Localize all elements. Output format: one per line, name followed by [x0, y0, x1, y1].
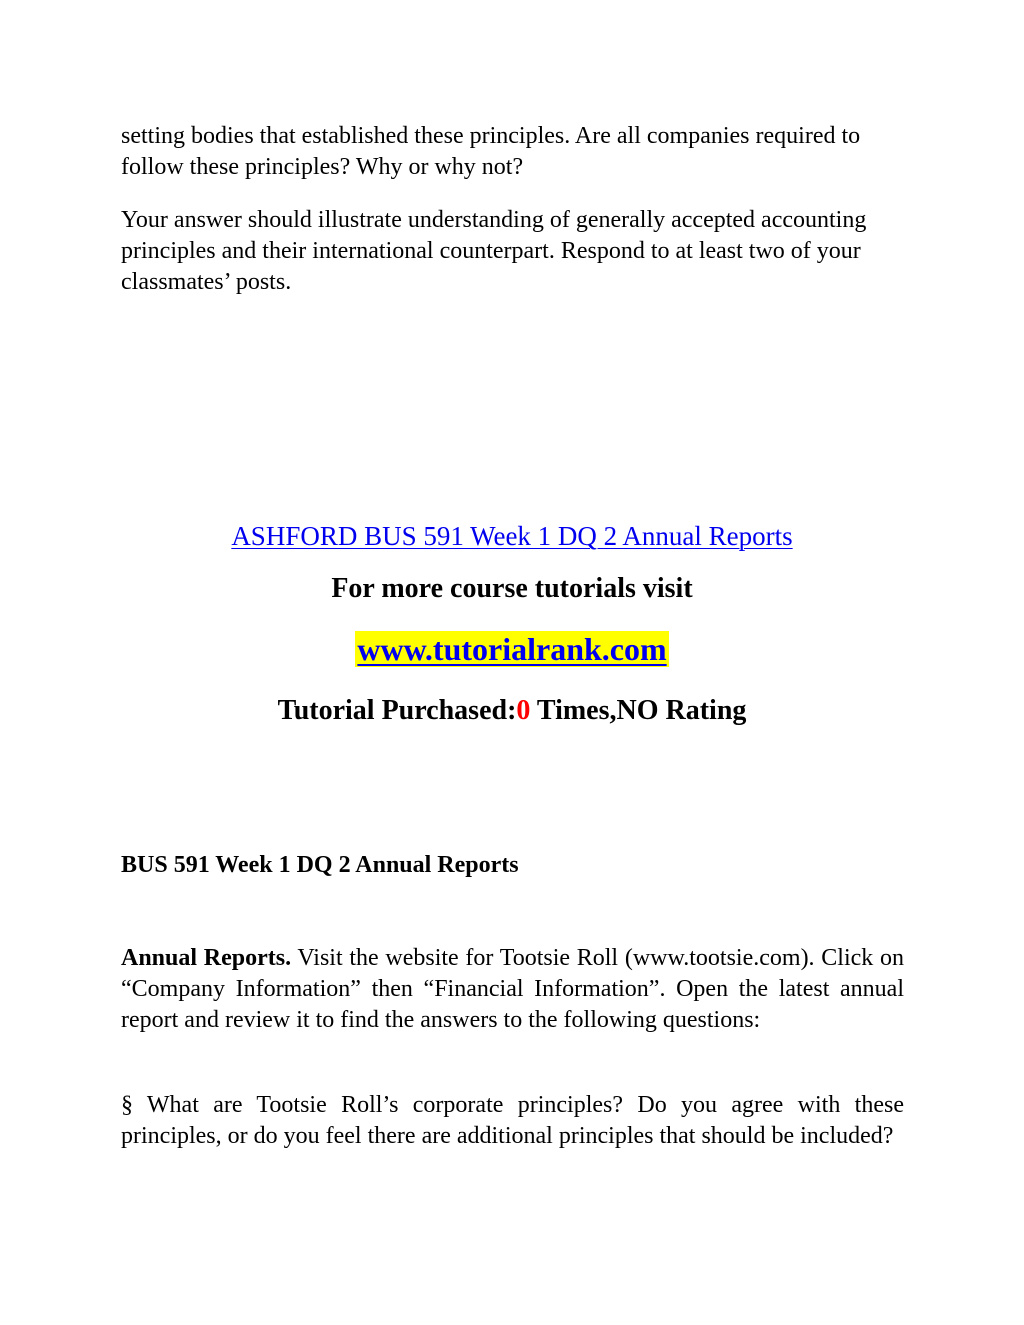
course-link-title	[0, 519, 1024, 553]
purchase-prefix: Tutorial Purchased:	[277, 695, 517, 726]
course-link[interactable]: ASHFORD BUS 591 Week 1 DQ 2 Annual Reports	[231, 521, 793, 551]
purchase-status	[0, 694, 1024, 728]
question-1: § What are Tootsie Roll’s corporate principles? Do you agree with these principles, or do you feel there are additional principles that should be included?	[121, 1092, 904, 1149]
site-url-link[interactable]: www.tutorialrank.com	[357, 631, 667, 667]
purchase-count: 0	[516, 695, 531, 726]
site-url-line	[0, 629, 1024, 669]
paragraph-expectation: Your answer should illustrate understanding of generally accepted accounting principles and their international counterpart. Respond to at least two of your classmates’ posts.	[121, 207, 867, 295]
paragraph-intro-continued: setting bodies that established these principles. Are all companies required to follow these principles? Why or why not?	[121, 123, 861, 180]
visit-text: For more course tutorials visit	[331, 573, 693, 604]
purchase-suffix: Times,NO Rating	[530, 695, 747, 726]
annual-reports-body: Visit the website for Tootsie Roll (www.tootsie.com). Click on “Company Information” then “Financial Information”. Open the latest annual report and review it to find the answers to the following questions:	[121, 945, 905, 1033]
section-heading: BUS 591 Week 1 DQ 2 Annual Reports	[121, 852, 519, 878]
annual-reports-label: Annual Reports.	[121, 945, 292, 971]
annual-reports-paragraph	[121, 943, 904, 1036]
